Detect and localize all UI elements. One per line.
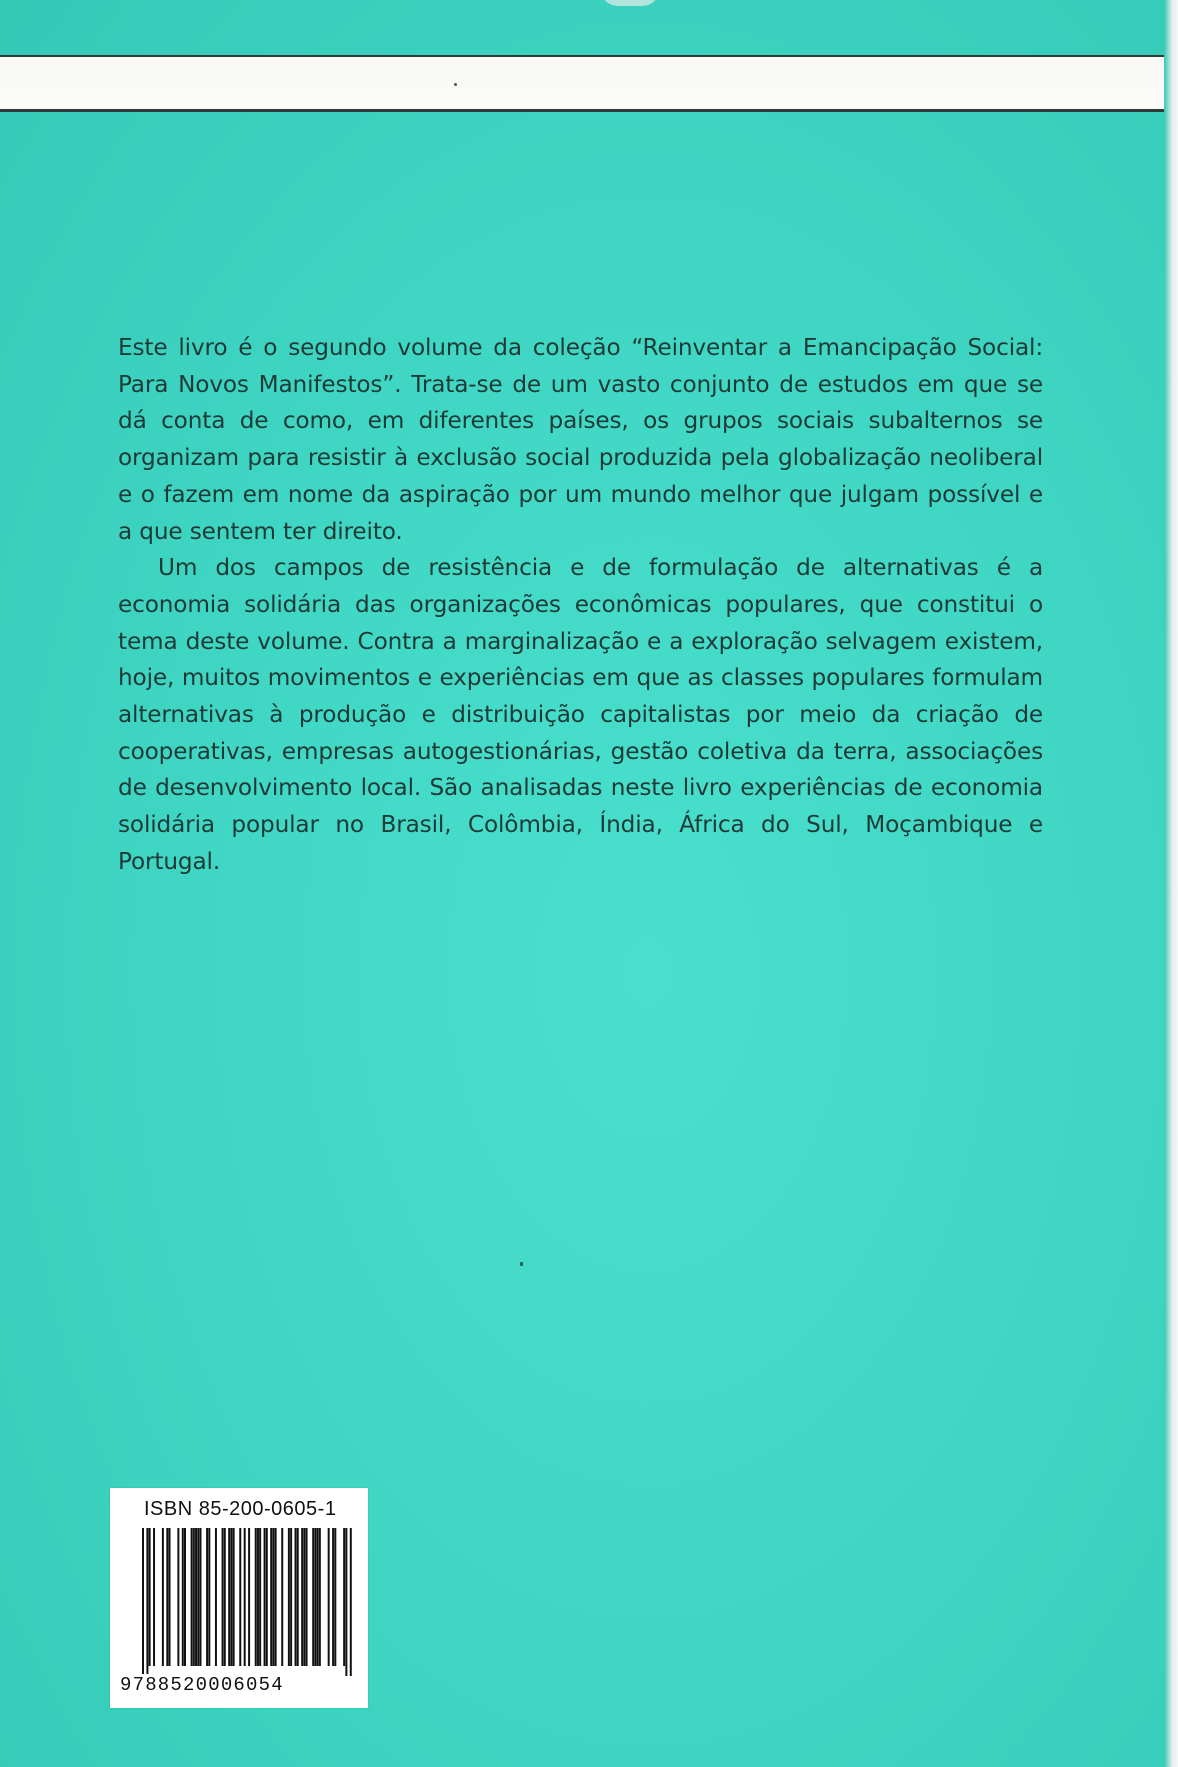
cover-right-edge	[1164, 0, 1178, 1767]
cover-speck	[520, 1262, 523, 1266]
barcode-bar	[215, 1528, 217, 1666]
barcode-bar	[184, 1528, 186, 1666]
isbn-label: ISBN 85-200-0605-1	[144, 1498, 337, 1520]
barcode-bar	[166, 1528, 168, 1666]
barcode-bar	[257, 1528, 259, 1666]
barcode-bar	[317, 1528, 319, 1666]
barcode-bar	[233, 1528, 235, 1666]
barcode-bar	[182, 1528, 184, 1666]
barcode-bar	[288, 1528, 290, 1666]
barcode-bar	[272, 1528, 274, 1666]
barcode-bar	[206, 1528, 208, 1666]
barcode-bar	[259, 1528, 261, 1666]
barcode-bar	[244, 1528, 246, 1666]
barcode-bar	[228, 1528, 230, 1666]
barcode-bar	[343, 1528, 345, 1666]
barcode-bar	[208, 1528, 210, 1666]
barcode-bar	[295, 1528, 297, 1666]
barcode-bar	[230, 1528, 232, 1666]
barcode-bar	[312, 1528, 314, 1666]
barcode-bar	[334, 1528, 336, 1666]
cover-top-notch	[600, 0, 660, 6]
barcode-bar	[332, 1528, 334, 1666]
barcode-bar	[195, 1528, 197, 1666]
top-white-band	[0, 55, 1178, 112]
barcode-graphic	[142, 1528, 352, 1676]
barcode-bar	[199, 1528, 201, 1666]
barcode-bar	[264, 1528, 266, 1666]
barcode-bar	[345, 1528, 347, 1676]
blurb-paragraph-2: Um dos campos de resistência e de formulação de alternativas é a economia solidária das organizações econômicas populares, que constitui o tema deste volume. Contra a marginalização e a exploração selvagem existem, hoje, muitos movimentos e experiências em que as classes populares formulam alternativas à produção e distribuição capitalistas por meio da criação de cooperativas, empresas autogestionárias, gestão coletiva da terra, associações de desenvolvimento local. São analisadas neste livro experiências de economia solidária popular no Brasil, Colômbia, Índia, África do Sul, Moçambique e Portugal.	[118, 554, 1043, 875]
barcode-bar	[314, 1528, 316, 1666]
barcode-bar	[142, 1528, 144, 1676]
barcode-bar	[191, 1528, 193, 1666]
barcode-bar	[319, 1528, 321, 1666]
barcode-bar	[169, 1528, 171, 1666]
barcode-number: 9788520006054	[120, 1674, 284, 1696]
barcode-bar	[193, 1528, 195, 1666]
barcode-bar	[270, 1528, 272, 1666]
back-cover-blurb	[118, 330, 1043, 881]
barcode-bar	[303, 1528, 305, 1666]
barcode-bar	[146, 1528, 148, 1676]
barcode-bar	[177, 1528, 179, 1666]
barcode-bar	[328, 1528, 330, 1666]
barcode-bar	[350, 1528, 352, 1676]
barcode-bar	[162, 1528, 164, 1666]
barcode-bar	[197, 1528, 199, 1666]
barcode-bar	[248, 1528, 250, 1666]
barcode-bar	[239, 1528, 241, 1666]
barcode-bar	[297, 1528, 299, 1666]
barcode-bar	[222, 1528, 224, 1666]
barcode-bar	[301, 1528, 303, 1666]
barcode-bar	[224, 1528, 226, 1666]
barcode-bar	[290, 1528, 292, 1666]
barcode-bar	[275, 1528, 277, 1666]
isbn-barcode-box	[110, 1488, 368, 1708]
barcode-bar	[149, 1528, 151, 1666]
band-speck	[454, 83, 457, 86]
barcode-bar	[255, 1528, 257, 1666]
barcode-bar	[266, 1528, 268, 1666]
barcode-bar	[281, 1528, 283, 1666]
blurb-paragraph-1: Este livro é o segundo volume da coleção “Reinventar a Emancipação Social: Para Novos Manifestos”. Trata-se de um vasto conjunto de estudos em que se dá conta de como, em diferentes países, os grupos sociais subalternos se organizam para resistir à exclusão social produzida pela globalização neoliberal e o fazem em nome da aspiração por um mundo melhor que julgam possível e a que sentem ter direito.	[118, 334, 1043, 545]
barcode-bar	[153, 1528, 155, 1666]
barcode-bar	[306, 1528, 308, 1666]
